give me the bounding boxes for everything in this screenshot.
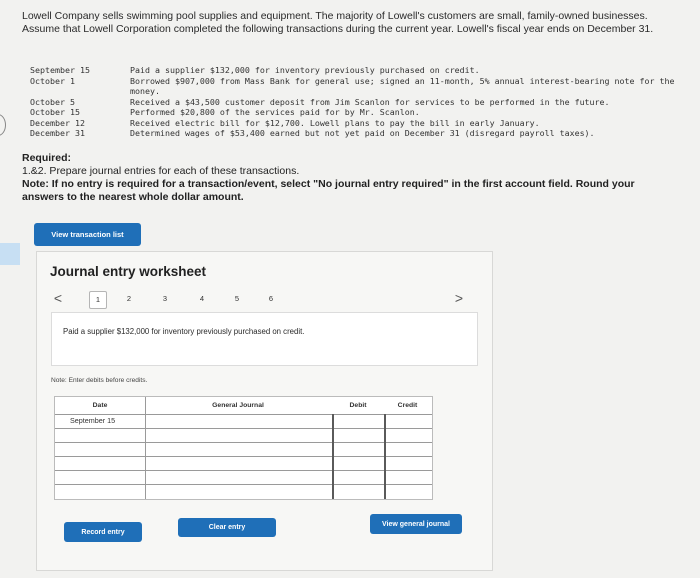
transaction-date: October 5 bbox=[30, 96, 75, 107]
transaction-row bbox=[30, 76, 690, 97]
journal-table bbox=[54, 396, 433, 500]
required-heading: Required: bbox=[22, 152, 72, 164]
journal-table-header bbox=[55, 397, 432, 415]
transaction-row bbox=[30, 97, 690, 108]
transaction-date: December 31 bbox=[30, 128, 85, 138]
transaction-list bbox=[30, 65, 690, 139]
transaction-date: September 15 bbox=[30, 65, 90, 75]
transaction-desc: Received electric bill for $12,700. Lowell plans to pay the bill in early January. bbox=[130, 117, 540, 128]
transaction-desc: Received a $43,500 customer deposit from Jim Scanlon for services to be performed in the future. bbox=[130, 96, 610, 107]
prev-page-button[interactable]: < bbox=[53, 290, 63, 306]
transaction-desc: Borrowed $907,000 from Mass Bank for general use; signed an 11-month, 5% annual interest-bearing note for the money. bbox=[130, 75, 675, 96]
transaction-date: December 12 bbox=[30, 117, 85, 128]
view-transaction-list-button[interactable]: View transaction list bbox=[34, 223, 141, 246]
transaction-description-box bbox=[51, 312, 478, 366]
next-page-button[interactable]: > bbox=[454, 290, 464, 306]
view-general-journal-button[interactable]: View general journal bbox=[370, 514, 462, 534]
page-tab-4[interactable]: 4 bbox=[199, 294, 205, 303]
page-tab-1[interactable]: 1 bbox=[89, 291, 107, 309]
transaction-desc: Performed $20,800 of the services paid for by Mr. Scanlon. bbox=[130, 107, 420, 117]
page-tab-3[interactable]: 3 bbox=[162, 294, 168, 303]
record-entry-button[interactable]: Record entry bbox=[64, 522, 142, 542]
worksheet-title: Journal entry worksheet bbox=[50, 264, 207, 279]
required-task: 1.&2. Prepare journal entries for each of these transactions. bbox=[22, 165, 300, 177]
page-tab-6[interactable]: 6 bbox=[268, 294, 274, 303]
clear-entry-button[interactable]: Clear entry bbox=[178, 518, 276, 537]
transaction-row bbox=[30, 128, 690, 139]
problem-intro: Lowell Company sells swimming pool supplies and equipment. The majority of Lowell's customers are small, family-owned businesses. Assume that Lowell Corporation completed the following transactions during the current year. Lowell's fiscal year ends on December 31. bbox=[22, 10, 654, 35]
transaction-row bbox=[30, 118, 690, 129]
required-note: Note: If no entry is required for a transaction/event, select "No journal entry required" in the first account field. Round your answers to the nearest whole dollar amount. bbox=[22, 178, 635, 203]
page-tab-2[interactable]: 2 bbox=[126, 294, 132, 303]
debit-column-border bbox=[332, 414, 386, 499]
transaction-row bbox=[30, 65, 690, 76]
transaction-row bbox=[30, 107, 690, 118]
column-header-general-journal: General Journal bbox=[212, 402, 264, 409]
transaction-date: October 1 bbox=[30, 75, 75, 86]
column-divider bbox=[145, 397, 146, 499]
transaction-date: October 15 bbox=[30, 107, 80, 117]
transaction-description: Paid a supplier $132,000 for inventory previously purchased on credit. bbox=[63, 327, 305, 336]
column-header-debit: Debit bbox=[349, 402, 367, 409]
transaction-desc: Determined wages of $53,400 earned but not yet paid on December 31 (disregard payroll taxes). bbox=[130, 128, 595, 138]
debits-note: Note: Enter debits before credits. bbox=[51, 377, 148, 384]
required-section bbox=[22, 152, 662, 204]
column-header-date: Date bbox=[92, 402, 108, 409]
transaction-desc: Paid a supplier $132,000 for inventory previously purchased on credit. bbox=[130, 65, 480, 75]
worksheet-pager bbox=[51, 289, 476, 309]
side-circle-decoration bbox=[0, 114, 6, 136]
row-date: September 15 bbox=[70, 416, 116, 425]
side-tab-decoration bbox=[0, 243, 20, 265]
column-header-credit: Credit bbox=[397, 402, 418, 409]
page-tab-5[interactable]: 5 bbox=[234, 294, 240, 303]
